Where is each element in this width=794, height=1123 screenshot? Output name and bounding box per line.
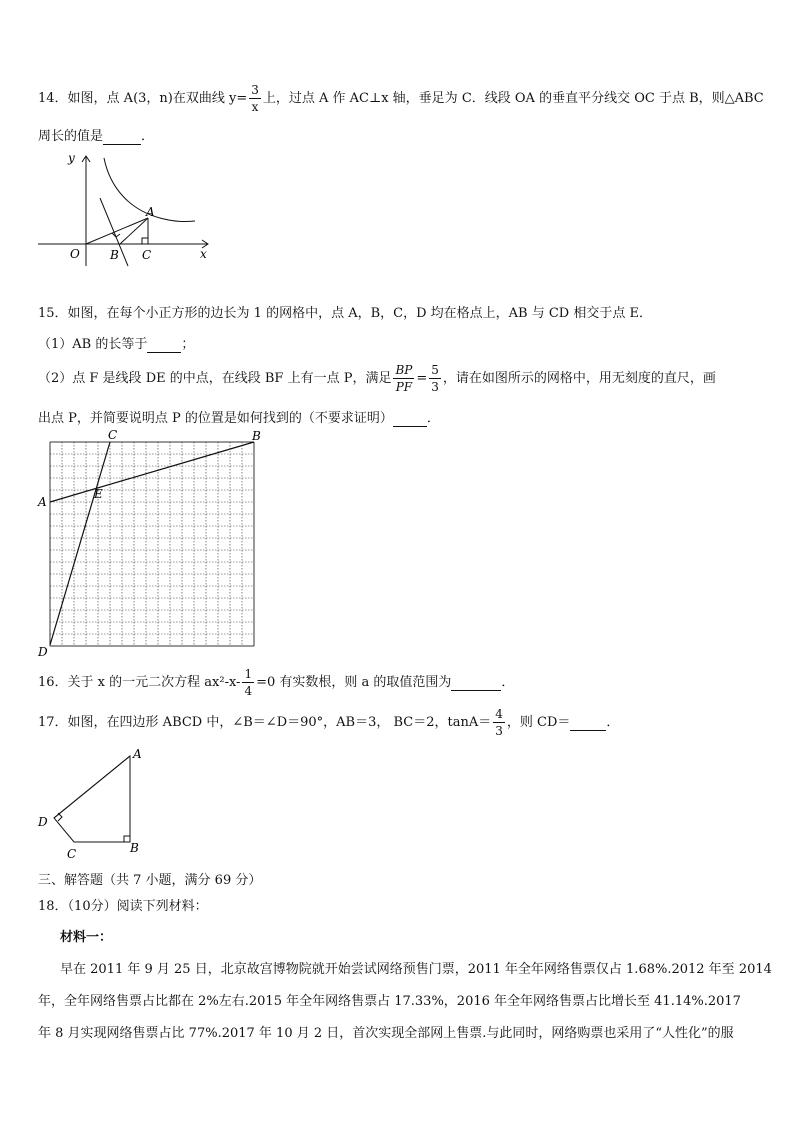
q17-blank	[570, 715, 606, 731]
label-D: D	[38, 645, 48, 659]
q14-line1	[38, 82, 764, 115]
label-A: A	[133, 747, 142, 761]
q17-figure	[34, 746, 154, 862]
q17: 17．如图，在四边形 ABCD 中，∠B＝∠D＝90°，AB＝3， BC＝2，tanA＝ $\frac{4}{3}$ ，则 CD＝ ．	[38, 707, 620, 738]
q14-line2: 周长的值是 ．	[38, 129, 155, 144]
q15-part2-blank	[393, 411, 427, 427]
label-B: B	[252, 429, 261, 443]
q15-fraction-bp-pf: $\frac{BP}{PF}$	[395, 363, 413, 394]
label-B: B	[110, 248, 119, 262]
label-C: C	[142, 248, 152, 262]
q15-line1: 15．如图，在每个小正方形的边长为 1 的网格中，点 A，B，C，D 均在格点上，AB 与 CD 相交于点 E．	[38, 306, 652, 321]
right-angle-mark-C	[142, 238, 148, 244]
label-O: O	[70, 247, 80, 261]
label-A: A	[38, 495, 47, 509]
segment-BA	[120, 218, 148, 244]
q15-part1: （1）AB 的长等于 ；	[38, 337, 195, 352]
q15-fraction-5-3: $\frac{5}{3}$	[431, 363, 439, 394]
q14-answer-blank	[103, 129, 141, 145]
segment-AB	[50, 442, 254, 502]
label-A: A	[146, 205, 155, 219]
label-C: C	[67, 847, 77, 861]
q18-para-line2: 年，全年网络售票占比都在 2%左右.2015 年全年网络售票占 17.33%，2016 年全年网络售票占比增长至 41.14%.2017	[38, 994, 741, 1009]
q16-blank	[451, 675, 501, 691]
label-y: y	[68, 151, 75, 165]
q16-fraction: $\frac{1}{4}$	[244, 667, 253, 698]
label-x: x	[200, 247, 207, 261]
q15-part1-blank	[147, 337, 181, 353]
label-D: D	[38, 815, 48, 829]
segment-CD	[50, 442, 110, 645]
q14-text-a: 14．如图，点 A(3，n)在双曲线 y=	[38, 91, 248, 106]
q17-fraction: $\frac{4}{3}$	[495, 707, 503, 738]
right-angle-mark-D	[58, 813, 62, 821]
label-E: E	[94, 487, 103, 501]
q18-para-line1: 早在 2011 年 9 月 25 日，北京故宫博物院就开始尝试网络预售门票，2011 年全年网络售票仅占 1.68%.2012 年至 2014	[60, 962, 772, 977]
q14-text-b: 上，过点 A 作 AC⊥x 轴，垂足为 C．线段 OA 的垂直平分线交 OC 于点 B，则△ABC	[262, 91, 764, 106]
label-C: C	[108, 428, 118, 442]
q18-para-line3: 年 8 月实现网络售票占比 77%.2017 年 10 月 2 日，首次实现全部网上售票.与此同时，网络购票也采用了“人性化”的服	[38, 1026, 734, 1041]
q15-part2-line1: （2）点 F 是线段 DE 的中点，在线段 BF 上有一点 P，满足 $\frac{BP}{PF}$ = $\frac{5}{3}$ ，请在如图所示的网格中，用无刻度的直尺，画	[38, 363, 716, 394]
segment-DA	[54, 756, 130, 818]
q14-fraction: $\frac{3}{x}$	[251, 83, 259, 114]
quadrilateral-ABCD	[54, 756, 130, 842]
q15-part2-line2: 出点 P，并简要说明点 P 的位置是如何找到的（不要求证明） ．	[38, 411, 440, 426]
label-B: B	[130, 841, 139, 855]
q14-figure	[30, 148, 220, 268]
section-3-heading: 三、解答题（共 7 小题，满分 69 分）	[38, 873, 262, 888]
right-angle-mark-bisector	[112, 233, 120, 237]
q15-grid-figure	[36, 428, 266, 660]
q18-material-label: 材料一：	[60, 930, 113, 945]
q18-header: 18．（10分）阅读下列材料：	[38, 899, 208, 914]
q16: 16．关于 x 的一元二次方程 ax²-x- $\frac{1}{4}$ =0 有实数根，则 a 的取值范围为 ．	[38, 667, 515, 698]
